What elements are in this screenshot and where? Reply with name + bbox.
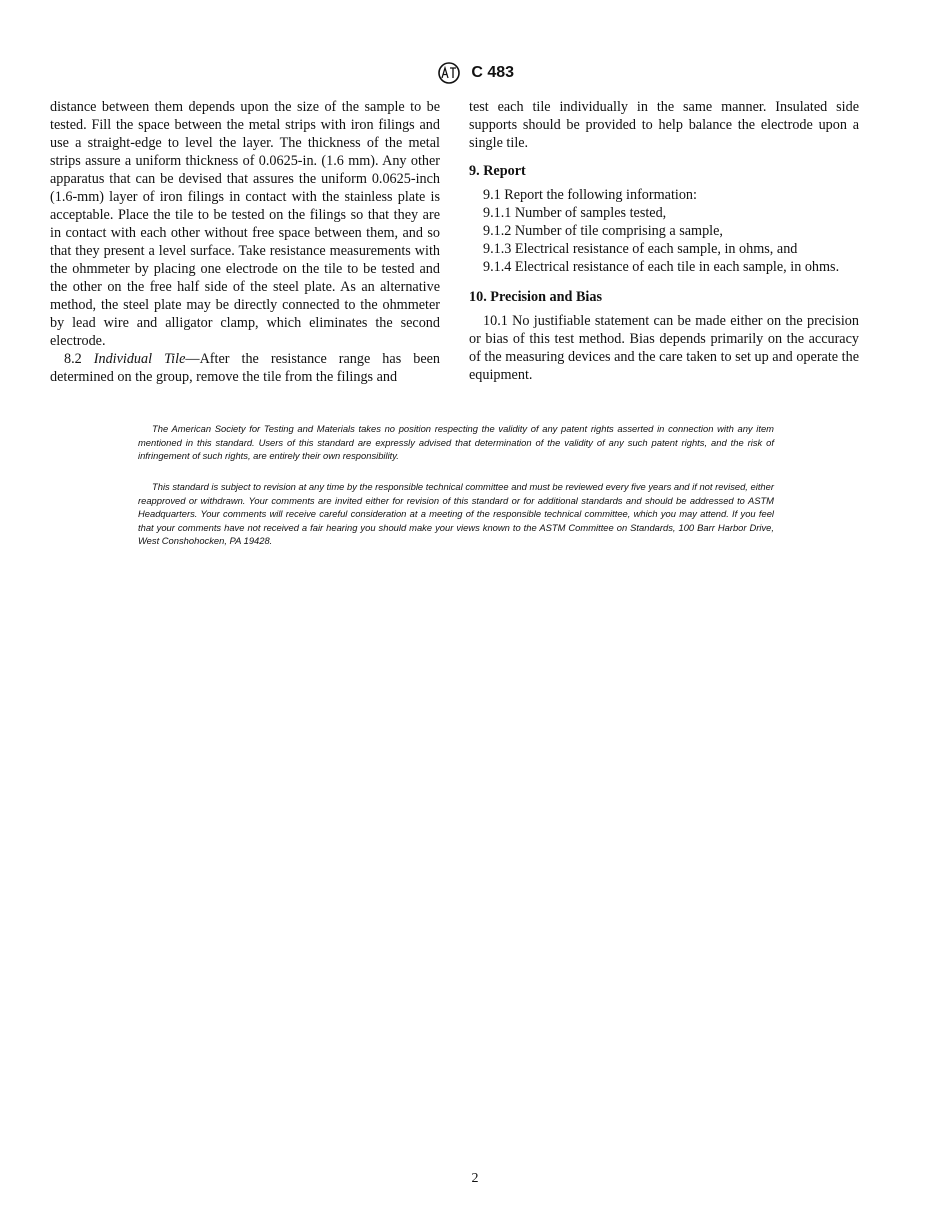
paragraph-8-1-continued: distance between them depends upon the size of the sample to be tested. Fill the space between the metal strips with iron filings and use a straight-edge to level the layer. The thickness of the metal strips assure a uniform thickness of 0.0625-in. (1.6 mm). Any other apparatus that can be devised that assures the uniform 0.0625-inch (1.6-mm) layer of iron filings in contact with the stainless plate is acceptable. Place the tile to be tested on the filings so that they are in contact with each other without free space between them, and so that they present a level surface. Take resistance measurements with the ohmmeter by placing one electrode on the tile to be tested and the other on the free half side of the steel plate. As an alternative method, the steel plate may be directly connected to the ohmmeter by lead wire and alligator clamp, which eliminates the second electrode. (50, 99, 440, 349)
paragraph-8-2-continued: test each tile individually in the same manner. Insulated side supports should be provided to help balance the electrode upon a single tile. (469, 99, 859, 151)
paragraph-8-2-title: Individual Tile (93, 351, 186, 367)
section-9-item: 9.1.4 Electrical resistance of each tile in each sample, in ohms. (483, 259, 840, 275)
revision-notice (138, 480, 774, 548)
paragraph-8-2 (50, 350, 440, 386)
patent-notice (138, 422, 774, 463)
section-9-item: 9.1.3 Electrical resistance of each sample, in ohms, and (483, 241, 798, 257)
section-10-text: 10.1 No justifiable statement can be made either on the precision or bias of this test method. Bias depends primarily on the accuracy of the measuring devices and the care taken to set up and operate the equipment. (469, 313, 859, 383)
revision-notice-text: This standard is subject to revision at any time by the responsible technical committee and must be reviewed every five years and if not revised, either reapproved or withdrawn. Your comments are invited either for revision of this standard or for additional standards and should be addressed to ASTM Headquarters. Your comments will receive careful consideration at a meeting of the responsible technical committee, which you may attend. If you feel that your comments have not received a fair hearing you should make your views known to the ASTM Committee on Standards, 100 Barr Harbor Drive, West Conshohocken, PA 19428. (138, 481, 774, 546)
paragraph-8-2-number: 8.2 (64, 351, 82, 367)
astm-logo-icon (436, 62, 462, 84)
document-header (0, 62, 950, 84)
section-10-title: 10. Precision and Bias (469, 289, 602, 305)
paragraph-8-2-text: —After the resistance range has been determined on the group, remove the tile from the filings and (50, 351, 441, 385)
standard-designation: C 483 (471, 64, 515, 81)
page-number: 2 (471, 1171, 479, 1186)
section-9-title: 9. Report (469, 163, 526, 179)
left-column (50, 98, 440, 386)
right-column (469, 98, 859, 384)
patent-notice-text: The American Society for Testing and Materials takes no position respecting the validity of any patent rights asserted in connection with any item mentioned in this standard. Users of this standard are expressly advised that determination of the validity of any such patent rights, and the risk of infringement of such rights, are entirely their own responsibility. (138, 423, 774, 461)
section-9-item: 9.1.1 Number of samples tested, (483, 205, 667, 221)
section-9-item: 9.1.2 Number of tile comprising a sample, (483, 223, 723, 239)
section-9-item: 9.1 Report the following information: (483, 187, 697, 203)
